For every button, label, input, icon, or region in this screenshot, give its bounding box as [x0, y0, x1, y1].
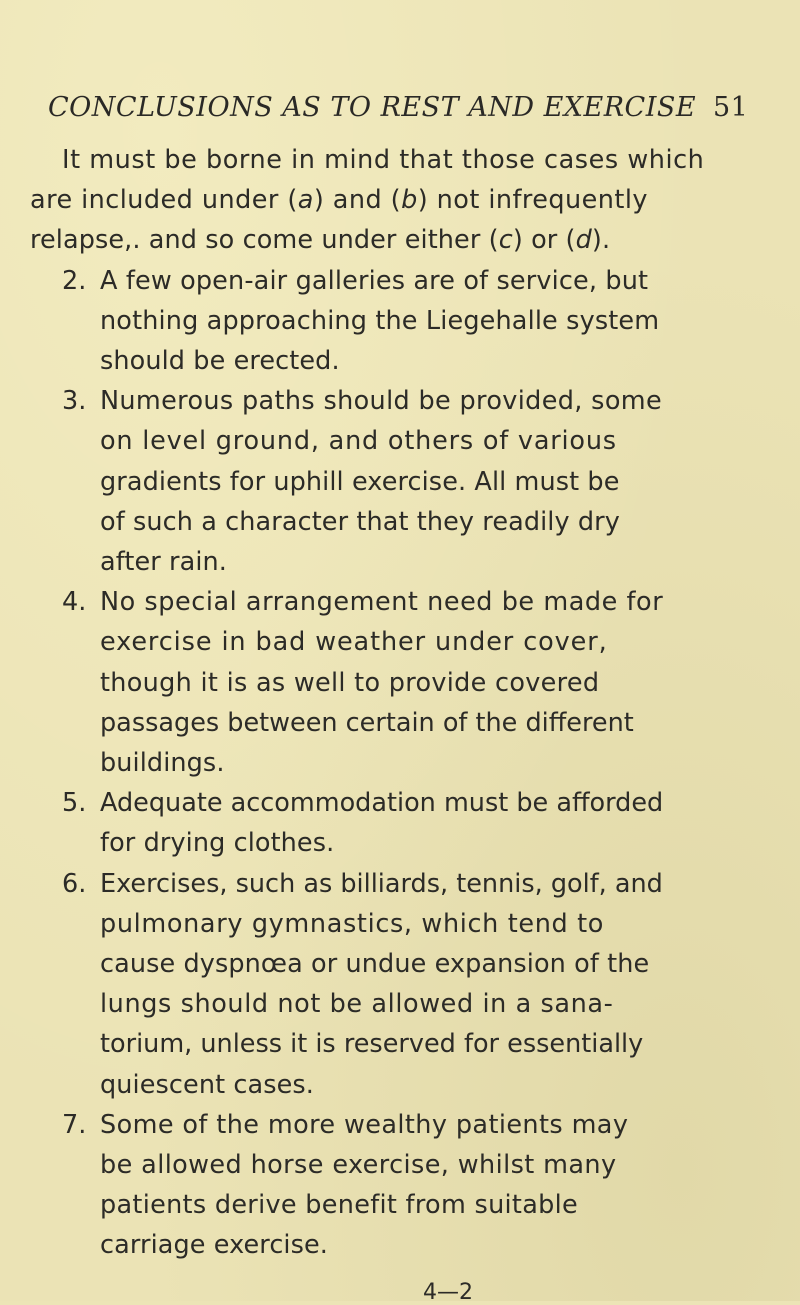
item-line: cause dyspnœa or undue expansion of the	[100, 949, 650, 979]
item-line: buildings.	[100, 748, 225, 778]
item-line: gradients for uphill exercise. All must be	[100, 467, 620, 497]
page-number: 51	[713, 92, 749, 123]
intro-line-3: relapse,. and so come under either (c) or (d).	[30, 225, 611, 255]
item-line: lungs should not be allowed in a sana-	[100, 989, 614, 1019]
item-line: should be erected.	[100, 346, 340, 376]
item-line: Some of the more wealthy patients may	[100, 1110, 629, 1140]
intro-line-1: It must be borne in mind that those cases which	[62, 145, 705, 175]
item-line: carriage exercise.	[100, 1230, 329, 1260]
item-line: nothing approaching the Liegehalle system	[100, 306, 660, 336]
running-header	[48, 92, 758, 123]
item-number: 5.	[62, 788, 87, 818]
item-line: torium, unless it is reserved for essentially	[100, 1029, 644, 1059]
item-line: be allowed horse exercise, whilst many	[100, 1150, 617, 1180]
item-line: Adequate accommodation must be afforded	[100, 788, 664, 818]
item-line: patients derive benefit from suitable	[100, 1190, 579, 1220]
item-line: exercise in bad weather under cover,	[100, 627, 608, 657]
item-line: though it is as well to provide covered	[100, 668, 600, 698]
item-line: No special arrangement need be made for	[100, 587, 664, 617]
item-number: 6.	[62, 869, 87, 899]
item-line: Numerous paths should be provided, some	[100, 386, 662, 416]
item-line: of such a character that they readily dry	[100, 507, 620, 537]
running-header-title: CONCLUSIONS AS TO REST AND EXERCISE	[48, 92, 697, 123]
item-line: quiescent cases.	[100, 1070, 314, 1100]
item-number: 4.	[62, 587, 87, 617]
signature-mark: 4—2	[423, 1280, 473, 1305]
item-line: passages between certain of the different	[100, 708, 634, 738]
item-number: 3.	[62, 386, 87, 416]
item-line: on level ground, and others of various	[100, 426, 617, 456]
item-line: A few open-air galleries are of service, but	[100, 266, 649, 296]
intro-line-2: are included under (a) and (b) not infrequently	[30, 185, 648, 215]
item-line: for drying clothes.	[100, 828, 335, 858]
item-number: 7.	[62, 1110, 87, 1140]
item-line: Exercises, such as billiards, tennis, golf, and	[100, 869, 663, 899]
item-line: pulmonary gymnastics, which tend to	[100, 909, 605, 939]
item-number: 2.	[62, 266, 87, 296]
item-line: after rain.	[100, 547, 227, 577]
